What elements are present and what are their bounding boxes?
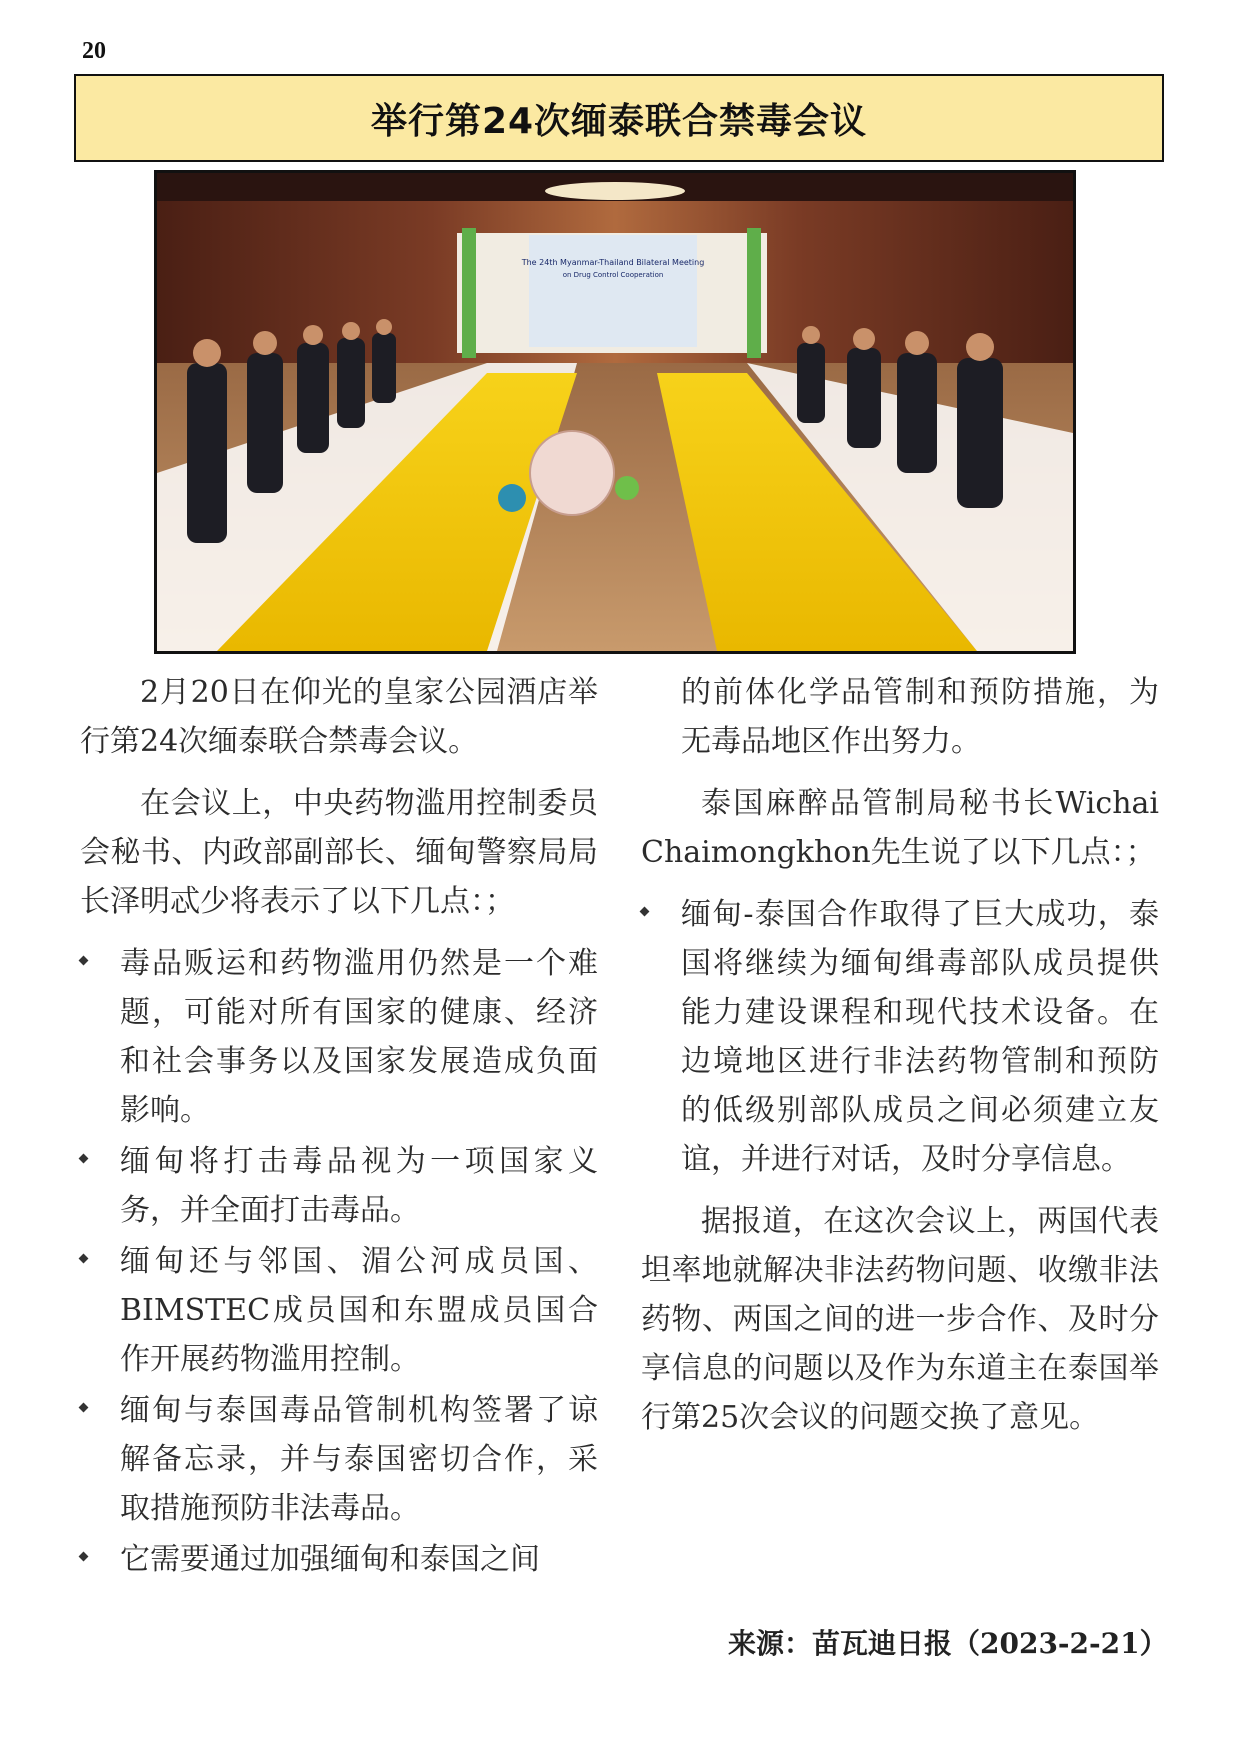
diamond-bullet-icon: [79, 1552, 89, 1562]
bullet-text: 缅甸与泰国毒品管制机构签署了谅解备忘录，并与泰国密切合作，采取措施预防非法毒品。: [120, 1393, 598, 1526]
bullet-text: 毒品贩运和药物滥用仍然是一个难题，可能对所有国家的健康、经济和社会事务以及国家发展造成负面影响。: [120, 946, 598, 1128]
page-number: 20: [82, 38, 106, 64]
banner-text-line1: The 24th Myanmar-Thailand Bilateral Meeting: [521, 258, 705, 267]
bullet-text: 缅甸还与邻国、湄公河成员国、BIMSTEC成员国和东盟成员国合作开展药物滥用控制。: [120, 1244, 598, 1377]
list-item: [80, 939, 598, 1135]
source-citation: 来源：苗瓦迪日报（2023-2-21）: [728, 1627, 1168, 1660]
intro-paragraph: 2月20日在仰光的皇家公园酒店举行第24次缅泰联合禁毒会议。: [80, 675, 598, 759]
diamond-bullet-icon: [640, 907, 650, 917]
right-bullet-list: [641, 890, 1159, 1184]
list-item: [80, 1386, 598, 1533]
page-title: 举行第24次缅泰联合禁毒会议: [370, 100, 868, 142]
list-item: [80, 1535, 598, 1584]
speaker-intro-paragraph: 泰国麻醉品管制局秘书长Wichai Chaimongkhon先生说了以下几点：；: [641, 786, 1159, 870]
diamond-bullet-icon: [79, 956, 89, 966]
title-banner: [74, 74, 1164, 162]
speaker-intro-paragraph: 在会议上，中央药物滥用控制委员会秘书、内政部副部长、缅甸警察局局长泽明忒少将表示了以下几点：；: [80, 786, 598, 919]
left-bullet-list: [80, 939, 598, 1584]
closing-paragraph: 据报道，在这次会议上，两国代表坦率地就解决非法药物问题、收缴非法药物、两国之间的进一步合作、及时分享信息的问题以及作为东道主在泰国举行第25次会议的问题交换了意见。: [641, 1204, 1159, 1435]
list-item: [80, 1137, 598, 1235]
right-column: [641, 668, 1159, 1455]
meeting-photo: [154, 170, 1076, 654]
left-column: [80, 668, 598, 1597]
bullet-text: 缅甸将打击毒品视为一项国家义务，并全面打击毒品。: [120, 1144, 598, 1228]
bullet-text: 它需要通过加强缅甸和泰国之间: [120, 1542, 540, 1577]
list-item: [80, 1237, 598, 1384]
diamond-bullet-icon: [79, 1254, 89, 1264]
continuation-paragraph: 的前体化学品管制和预防措施，为无毒品地区作出努力。: [681, 675, 1159, 759]
diamond-bullet-icon: [79, 1154, 89, 1164]
banner-text-line2: on Drug Control Cooperation: [562, 271, 664, 279]
bullet-text: 缅甸-泰国合作取得了巨大成功，泰国将继续为缅甸缉毒部队成员提供能力建设课程和现代技术设备。在边境地区进行非法药物管制和预防的低级别部队成员之间必须建立友谊，并进行对话，及时分享信息。: [681, 897, 1159, 1177]
diamond-bullet-icon: [79, 1403, 89, 1413]
list-item: [641, 890, 1159, 1184]
